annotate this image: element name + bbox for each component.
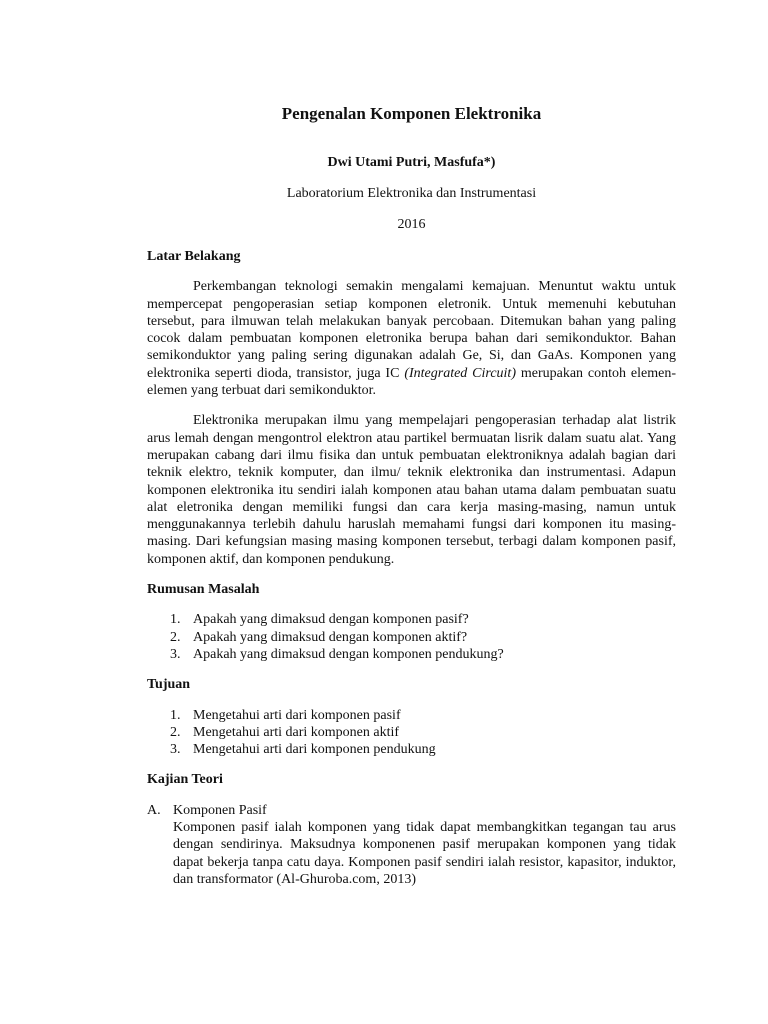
list-text: Apakah yang dimaksud dengan komponen aktif? (193, 629, 468, 645)
list-item (147, 629, 676, 646)
list-number: 1. (170, 707, 181, 723)
background-paragraph-1 (147, 278, 676, 399)
problem-heading: Rumusan Masalah (147, 582, 260, 598)
theory-item (147, 802, 676, 888)
list-number: 2. (170, 629, 181, 645)
list-text: Mengetahui arti dari komponen pendukung (193, 742, 436, 758)
background-p1-text-a: Perkembangan teknologi semakin mengalami kemajuan. Menuntut waktu untuk mempercepat pengoperasian setiap komponen eletronik. Untuk memenuhi kebutuhan tersebut, para ilmuwan telah melakukan banyak percobaan. Ditemukan bahan yang paling cocok dalam pembuatan komponen eletronika berupa bahan dari semikonduktor. Bahan semikonduktor yang paling sering digunakan adalah Ge, Si, dan GaAs. Komponen yang elektronika seperti dioda, transistor, juga IC (147, 279, 676, 381)
list-item (147, 707, 676, 724)
background-p1-text-b: merupakan contoh elemen-elemen yang terbuat dari semikonduktor. (147, 365, 676, 399)
list-number: 3. (170, 646, 181, 662)
list-text: Apakah yang dimaksud dengan komponen pasif? (193, 612, 469, 628)
problem-list (147, 611, 676, 663)
doc-year: 2016 (397, 217, 426, 232)
goals-section (147, 676, 676, 758)
list-number: 2. (170, 724, 181, 740)
goals-list (147, 707, 676, 759)
doc-lab: Laboratorium Elektronika dan Instrumentasi (286, 186, 537, 201)
theory-item-title: Komponen Pasif (173, 802, 267, 818)
list-text: Mengetahui arti dari komponen aktif (193, 724, 400, 740)
list-number: 3. (170, 742, 181, 758)
background-paragraph-2: Elektronika merupakan ilmu yang mempelajari pengoperasian terhadap alat listrik arus lemah dengan mengontrol elektron atau partikel bermuatan lisrik dalam suatu alat. Yang merupakan cabang dari ilmu fisika dan untuk pembuatan elektroniknya adalah bagian dari teknik elektro, teknik komputer, dan ilmu/ teknik elektronika dan instrumentasi. Adapun komponen elektronika itu sendiri ialah komponen atau bahan utama dalam pembuatan suatu alat eletronika dengan memiliki fungsi dan cara kerja masing-masing, namun untuk menggunakannya terlebih dahulu haruslah memahami fungsi dari komponen itu masing-masing. Dari kefungsian masing masing komponen tersebut, terbagi dalam komponen pasif, komponen aktif, dan komponen pendukung. (147, 413, 676, 567)
theory-item-text: Komponen pasif ialah komponen yang tidak dapat membangkitkan tegangan tau arus dengan sendirinya. Maksudnya komponenen pasif merupakan komponen yang tidak dapat bekerja tanpa catu daya. Komponen pasif sendiri ialah resistor, kapasitor, induktor, dan transformator (Al-Ghuroba.com, 2013) (173, 820, 676, 887)
problem-section (147, 581, 676, 663)
theory-item-letter: A. (147, 802, 161, 818)
list-item (147, 741, 676, 758)
list-item (147, 724, 676, 741)
document-body (147, 248, 676, 888)
list-item (147, 646, 676, 663)
doc-authors: Dwi Utami Putri, Masfufa*) (327, 155, 496, 170)
theory-heading: Kajian Teori (147, 772, 223, 788)
list-text: Apakah yang dimaksud dengan komponen pendukung? (193, 646, 504, 662)
list-number: 1. (170, 612, 181, 628)
doc-title: Pengenalan Komponen Elektronika (281, 104, 542, 123)
list-item (147, 611, 676, 628)
background-p1-italic: (Integrated Circuit) (404, 365, 516, 381)
list-text: Mengetahui arti dari komponen pasif (193, 707, 401, 723)
background-section (147, 248, 676, 568)
background-heading: Latar Belakang (147, 249, 241, 264)
goals-heading: Tujuan (147, 677, 191, 693)
theory-section (147, 771, 676, 888)
